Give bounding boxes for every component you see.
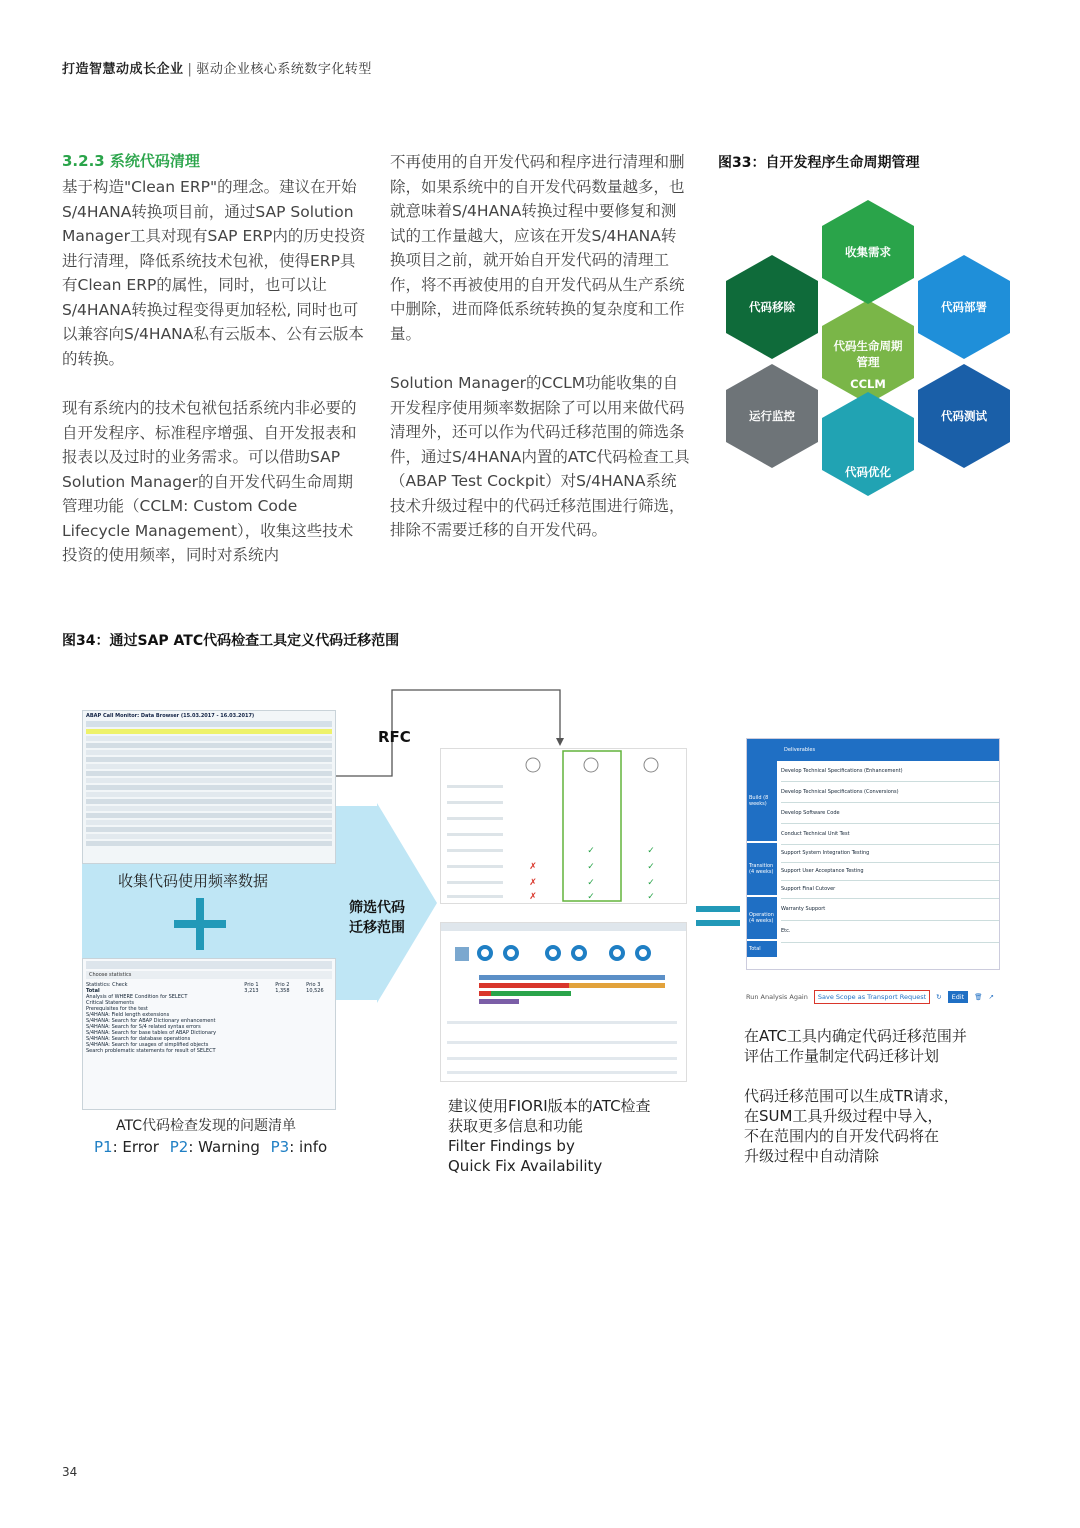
svg-text:✗: ✗ (529, 862, 537, 872)
hex-top-left-label: 代码移除 (749, 300, 795, 314)
hex-top-right (918, 255, 1010, 359)
plan-phase-total: Total (747, 939, 777, 957)
svg-text:✓: ✓ (587, 846, 595, 856)
svg-text:✗: ✗ (529, 878, 537, 888)
hex-center-line1: 代码生命周期 (833, 339, 903, 353)
comparison-table-graphic (441, 749, 686, 903)
edit-button[interactable]: Edit (948, 991, 969, 1003)
hex-bottom-right (918, 364, 1010, 468)
fig33-hexagon-diagram (718, 198, 1018, 498)
filter-scope-line1: 筛选代码 (349, 900, 405, 916)
sap-call-monitor-screenshot (82, 710, 336, 864)
fiori-atc-screenshot (440, 922, 687, 1082)
hex-center-line2: 管理 (856, 355, 880, 369)
save-scope-button[interactable]: Save Scope as Transport Request (814, 990, 930, 1004)
header-title: 打造智慧动成长企业 (62, 62, 184, 77)
run-analysis-again-link[interactable]: Run Analysis Again (746, 993, 808, 1001)
right-caption-1: 在ATC工具内确定代码迁移范围并 评估工作量制定代码迁移计划 (744, 1027, 967, 1065)
migration-plan-screenshot: Deliverables Build (8 weeks) Transition (4 weeks) Operation (4 weeks) Total Develop Technical Specifications (Enhancement) Develop Technical Specifications (Conversions) Develop Software Code Conduct Technical Unit Test Support System Integration Testing Support User Acceptance Testing Support Final Cutover Warranty Support Etc. (746, 738, 1000, 970)
atc-prio-columns: Prio 1 3,213 Prio 2 1,358 Prio 3 10,526 (244, 982, 324, 994)
hex-center (822, 300, 914, 404)
p2-text: : Warning (188, 1138, 260, 1156)
share-icon[interactable]: ↗ (988, 993, 994, 1001)
hex-top-right-label: 代码部署 (941, 300, 987, 314)
hex-bottom-label: 代码优化 (845, 465, 891, 479)
atc-tree: Statistics: Check Total Analysis of WHERE Condition for SELECT Critical Statements Prerequisites for the test S/4HANA: Field length extensions S/4HANA: Search for ABAP Dictionary enhancement S/4HANA: Search for S/4 related syntax errors S/4HANA: Search for base tables of ABAP Dictionary S/4HANA: Search for database operations S/4HANA: Search for usages of simplified objects Search problematic statements for result of SELECT (86, 982, 217, 1054)
hex-top (822, 200, 914, 304)
svg-text:✓: ✓ (647, 846, 655, 856)
page-number: 34 (62, 1465, 78, 1479)
atc-toolbar[interactable]: Choose statistics (86, 971, 332, 979)
atc-caption: ATC代码检查发现的问题清单 (116, 1118, 296, 1134)
filter-scope-line2: 迁移范围 (349, 920, 405, 936)
svg-text:✓: ✓ (587, 878, 595, 888)
p1-key: P1 (94, 1138, 113, 1156)
p2-key: P2 (169, 1138, 189, 1156)
hex-bottom-right-label: 代码测试 (941, 409, 987, 423)
equals-icon (696, 904, 740, 928)
plan-phase-operation: Operation (4 weeks) (747, 895, 777, 939)
svg-text:✓: ✓ (647, 892, 655, 902)
svg-text:✓: ✓ (587, 892, 595, 902)
col1-paragraph-1: 基于构造"Clean ERP"的理念。建议在开始S/4HANA转换项目前，通过SAP Solution Manager工具对现有SAP ERP内的历史投资进行清理，降低系统技术包袱，使得ERP具有Clean ERP的属性，同时，也可以让S/4HANA转换过程变得更加轻松, 同时也可以兼容向S/4HANA私有云版本、公有云版本的转换。 (62, 178, 366, 368)
fig33-title: 图33：自开发程序生命周期管理 (718, 155, 920, 171)
hex-bottom-left-label: 运行监控 (749, 409, 795, 423)
atc-statistics-screenshot (82, 958, 336, 1110)
fiori-atc-graphic (441, 923, 686, 1081)
plan-phase-transition: Transition (4 weeks) (747, 841, 777, 895)
delete-icon[interactable]: 🗑 (974, 993, 983, 1001)
p1-text: : Error (112, 1138, 159, 1156)
svg-text:✓: ✓ (647, 878, 655, 888)
hex-top-label: 收集需求 (845, 245, 891, 259)
p3-key: P3 (270, 1138, 290, 1156)
page-header (62, 58, 372, 77)
refresh-icon[interactable]: ↻ (936, 993, 942, 1001)
hex-bottom (822, 392, 914, 496)
header-subtitle: 驱动企业核心系统数字化转型 (196, 62, 372, 77)
hex-bottom-left (726, 364, 818, 468)
col2-paragraph-2: Solution Manager的CCLM功能收集的自开发程序使用频率数据除了可以用来做代码清理外，还可以作为代码迁移范围的筛选条件，通过S/4HANA内置的ATC代码检查工具（ABAP Test Cockpit）对S/4HANA系统技术升级过程中的代码迁移范围进行筛选，排除不需要迁移的自开发代码。 (390, 374, 690, 539)
col1-paragraph-2: 现有系统内的技术包袱包括系统内非必要的自开发程序、标准程序增强、自开发报表和报表以及过时的业务需求。可以借助SAP Solution Manager的自开发代码生命周期管理功能（CCLM: Custom Code Lifecycle Management），收集这些技术投资的使用频率，同时对系统内 (62, 399, 357, 564)
plus-icon (174, 898, 226, 950)
deployment-comparison-screenshot (440, 748, 687, 904)
svg-text:✓: ✓ (587, 862, 595, 872)
hex-center-line3: CCLM (850, 377, 886, 391)
sap-monitor-title: ABAP Call Monitor: Data Browser (15.03.2017 - 16.03.2017) (86, 713, 255, 719)
section-title: 3.2.3 系统代码清理 (62, 152, 200, 170)
plan-header-deliverables: Deliverables (784, 747, 816, 753)
svg-text:✓: ✓ (647, 862, 655, 872)
right-caption-2: 代码迁移范围可以生成TR请求， 在SUM工具升级过程中导入， 不在范围内的自开发代码将在 升级过程中自动清除 (744, 1087, 959, 1165)
filter-scope-label (349, 898, 405, 938)
rfc-label: RFC (378, 728, 411, 746)
p3-text: : info (289, 1138, 328, 1156)
hex-top-left (726, 255, 818, 359)
collect-usage-label: 收集代码使用频率数据 (118, 872, 269, 890)
fiori-caption: 建议使用FIORI版本的ATC检查 获取更多信息和功能 Filter Findings by Quick Fix Availability (448, 1097, 651, 1175)
col2-paragraph-1: 不再使用的自开发代码和程序进行清理和删除，如果系统中的自开发代码数量越多，也就意味着S/4HANA转换过程中要修复和测试的工作量越大，应该在开发S/4HANA转换项目之前，就开始自开发代码的清理工作，将不再被使用的自开发代码从生产系统中删除，进而降低系统转换的复杂度和工作量。 (390, 153, 685, 343)
plan-phase-build: Build (8 weeks) (749, 795, 769, 807)
header-separator: | (187, 62, 193, 77)
fig34-title: 图34：通过SAP ATC代码检查工具定义代码迁移范围 (62, 633, 400, 649)
svg-text:✗: ✗ (529, 892, 537, 902)
analysis-toolbar (746, 986, 998, 1008)
priority-legend (94, 1137, 327, 1157)
